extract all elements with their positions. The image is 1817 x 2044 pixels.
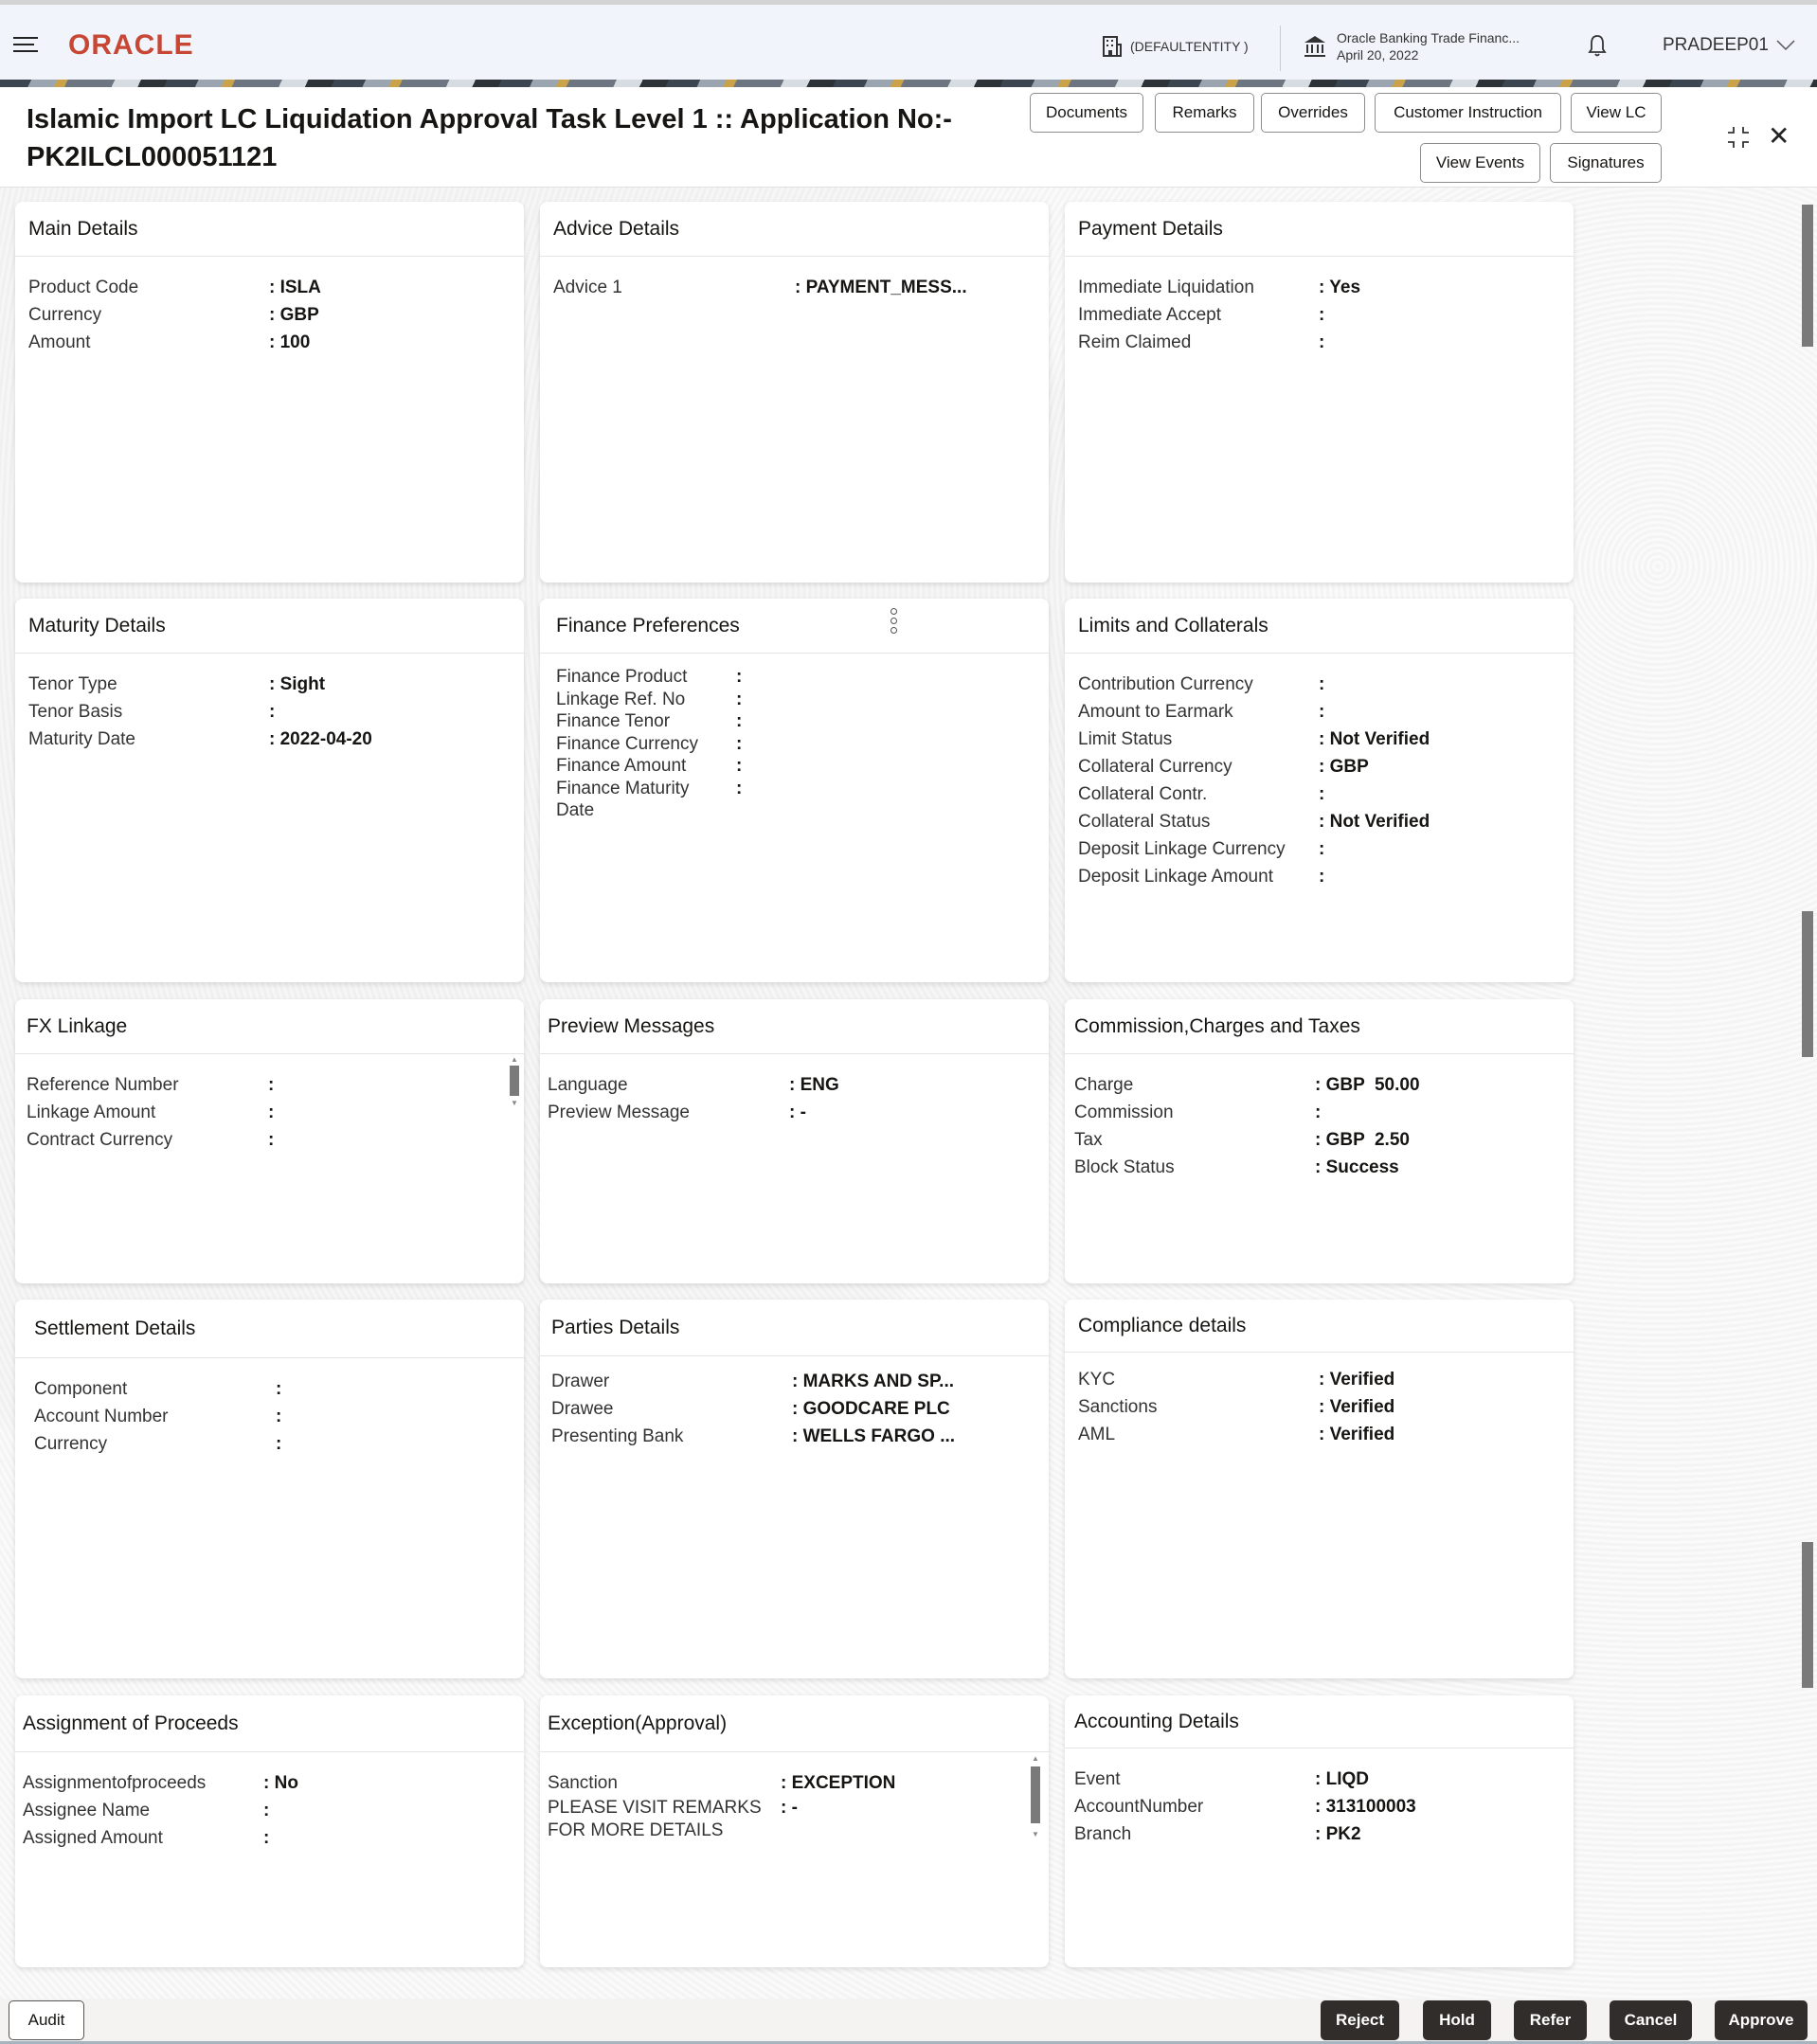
field-value: : Verified [1319, 1370, 1395, 1390]
field-label: Date [556, 800, 595, 820]
field-value: : [1319, 784, 1325, 804]
field-value: : [736, 689, 743, 709]
row-finance-amount [556, 755, 1035, 778]
page-title [27, 100, 1012, 176]
card-title: Exception(Approval) [540, 1695, 1049, 1752]
field-value: : [1319, 867, 1325, 887]
field-label: AccountNumber [1074, 1797, 1204, 1817]
audit-button[interactable]: Audit [9, 2000, 84, 2040]
card-accounting-details [1065, 1695, 1574, 1967]
field-value: : [736, 756, 743, 776]
field-label: Maturity Date [28, 729, 135, 749]
entity-selector[interactable] [1102, 35, 1249, 58]
card-parties-details [540, 1300, 1049, 1678]
field-label: Finance Tenor [556, 711, 671, 731]
field-value: : No [263, 1773, 298, 1793]
field-value: : [1319, 674, 1325, 694]
title-bar [0, 87, 1817, 188]
card-advice-details [540, 202, 1049, 583]
field-label: Immediate Liquidation [1078, 278, 1254, 297]
kebab-menu-icon[interactable] [891, 608, 897, 634]
field-label: Branch [1074, 1824, 1132, 1844]
row-drawee [551, 1395, 1035, 1423]
card-title: Settlement Details [15, 1300, 524, 1358]
card-title: Assignment of Proceeds [15, 1695, 524, 1752]
card-compliance-details [1065, 1300, 1574, 1678]
field-value: : [1319, 305, 1325, 325]
field-label: Component [34, 1379, 128, 1399]
field-label: Linkage Amount [27, 1103, 156, 1122]
field-label: Product Code [28, 278, 139, 297]
row-branch [1074, 1820, 1560, 1848]
row-kyc [1078, 1366, 1560, 1393]
row-account-number [1074, 1793, 1560, 1820]
row-commission [1074, 1099, 1560, 1126]
row-linkage-ref [556, 689, 1035, 711]
header-divider [1280, 26, 1281, 71]
field-label: Sanctions [1078, 1397, 1158, 1417]
field-label: Currency [34, 1434, 108, 1454]
card-title: Accounting Details [1065, 1695, 1574, 1748]
field-label: Charge [1074, 1075, 1134, 1095]
field-value: : GBP [1319, 757, 1369, 777]
row-block-status [1074, 1154, 1560, 1181]
field-value: : GBP [269, 305, 319, 325]
field-value: : [1315, 1103, 1322, 1122]
row-assignment-of-proceeds [23, 1769, 511, 1797]
row-tenor-basis [28, 698, 511, 726]
refer-button[interactable]: Refer [1514, 2000, 1587, 2040]
row-account-number [34, 1403, 511, 1430]
field-value: : GOODCARE PLC [792, 1399, 950, 1419]
field-value: : [1319, 839, 1325, 859]
bank-info[interactable] [1303, 29, 1520, 63]
row-sanction [548, 1769, 1035, 1797]
field-value: : [1319, 332, 1325, 352]
field-label: Immediate Accept [1078, 305, 1222, 325]
field-label: Collateral Contr. [1078, 784, 1208, 804]
field-label: Assignmentofproceeds [23, 1773, 207, 1793]
customer-instruction-button[interactable]: Customer Instruction [1375, 93, 1561, 133]
field-label: Finance Product [556, 667, 688, 687]
row-linkage-amount [27, 1099, 511, 1126]
remarks-button[interactable]: Remarks [1155, 93, 1254, 133]
row-reim-claimed [1078, 329, 1560, 356]
field-label: Tenor Basis [28, 702, 123, 722]
close-icon[interactable]: ✕ [1768, 121, 1790, 151]
card-title: Main Details [15, 202, 524, 257]
card-title: Limits and Collaterals [1065, 599, 1574, 654]
card-fx-linkage [15, 999, 524, 1283]
field-label: Contract Currency [27, 1130, 173, 1150]
row-amount [28, 329, 511, 356]
card-title: Maturity Details [15, 599, 524, 654]
exception-scrollbar[interactable]: ▲ ▼ [1032, 1754, 1039, 1838]
field-value: : LIQD [1315, 1769, 1369, 1789]
field-label: Deposit Linkage Amount [1078, 867, 1273, 887]
row-immediate-liquidation [1078, 274, 1560, 301]
field-label: Contribution Currency [1078, 674, 1253, 694]
row-language [548, 1071, 1035, 1099]
field-label: AML [1078, 1425, 1116, 1444]
field-label: Preview Message [548, 1103, 690, 1122]
field-value: : [269, 702, 276, 722]
compress-icon[interactable] [1726, 125, 1751, 150]
hold-button[interactable]: Hold [1423, 2000, 1491, 2040]
row-currency [34, 1430, 511, 1458]
row-remarks-note-cont [548, 1820, 1035, 1842]
card-title: Preview Messages [540, 999, 1049, 1054]
field-label: Limit Status [1078, 729, 1173, 749]
application-number: PK2ILCL000051121 [27, 142, 278, 172]
card-payment-details [1065, 202, 1574, 583]
bank-name: Oracle Banking Trade Financ... [1337, 30, 1520, 45]
field-value: : [736, 711, 743, 731]
row-aml [1078, 1421, 1560, 1448]
bank-icon [1303, 34, 1327, 59]
card-title: Compliance details [1065, 1300, 1574, 1353]
field-label: Amount to Earmark [1078, 702, 1233, 722]
card-title: Parties Details [540, 1300, 1049, 1356]
row-collateral-currency [1078, 753, 1560, 780]
documents-button[interactable]: Documents [1030, 93, 1143, 133]
row-finance-maturity-date [556, 799, 1035, 822]
fx-scrollbar[interactable]: ▲ ▼ [511, 1055, 518, 1107]
field-value: : [276, 1379, 282, 1399]
view-lc-button[interactable]: View LC [1571, 93, 1662, 133]
field-value: : PK2 [1315, 1824, 1361, 1844]
row-remarks-note [548, 1797, 1035, 1820]
reject-button[interactable]: Reject [1321, 2000, 1399, 2040]
field-value: : Not Verified [1319, 729, 1430, 749]
field-label: Collateral Currency [1078, 757, 1232, 777]
row-amount-earmark [1078, 698, 1560, 726]
field-label: Deposit Linkage Currency [1078, 839, 1286, 859]
field-label: Collateral Status [1078, 812, 1211, 832]
field-label: Finance Amount [556, 756, 687, 776]
user-menu[interactable] [1663, 35, 1795, 56]
field-value: : Verified [1319, 1425, 1395, 1444]
field-value: : [268, 1103, 275, 1122]
field-value: : Not Verified [1319, 812, 1430, 832]
card-title: Payment Details [1065, 202, 1574, 257]
field-label: Block Status [1074, 1157, 1175, 1177]
row-charge [1074, 1071, 1560, 1099]
field-label: Event [1074, 1769, 1121, 1789]
row-tax [1074, 1126, 1560, 1154]
card-assignment-of-proceeds [15, 1695, 524, 1967]
field-value: : [276, 1434, 282, 1454]
row-presenting-bank [551, 1423, 1035, 1450]
row-finance-currency [556, 733, 1035, 756]
field-label: Assigned Amount [23, 1828, 163, 1848]
card-preview-messages [540, 999, 1049, 1283]
field-value: : [736, 733, 743, 754]
signatures-button[interactable]: Signatures [1550, 143, 1662, 183]
field-value: : [268, 1130, 275, 1150]
field-label: Commission [1074, 1103, 1174, 1122]
top-header [0, 0, 1817, 80]
field-value: : EXCEPTION [781, 1773, 896, 1793]
row-limit-status [1078, 726, 1560, 753]
card-finance-preferences [540, 599, 1049, 982]
field-value: : 313100003 [1315, 1797, 1416, 1817]
field-value: : - [789, 1103, 806, 1122]
card-main-details [15, 202, 524, 583]
card-title: FX Linkage [15, 999, 524, 1054]
row-drawer [551, 1368, 1035, 1395]
row-product-code [28, 274, 511, 301]
field-label: Linkage Ref. No [556, 689, 686, 709]
row-deposit-linkage-amount [1078, 863, 1560, 890]
field-value: : ISLA [269, 278, 321, 297]
building-icon [1102, 35, 1123, 58]
page-scrollbar-thumb-1[interactable] [1802, 205, 1813, 347]
user-name: PRADEEP01 [1663, 35, 1769, 55]
notification-bell-icon[interactable] [1587, 33, 1608, 63]
field-label: Advice 1 [553, 278, 622, 297]
field-label: Drawer [551, 1372, 610, 1391]
field-label: Language [548, 1075, 628, 1095]
row-contract-currency [27, 1126, 511, 1154]
row-component [34, 1375, 511, 1403]
row-finance-tenor [556, 710, 1035, 733]
card-title: Commission,Charges and Taxes [1065, 999, 1574, 1054]
field-label: Finance Currency [556, 733, 698, 754]
field-label: PLEASE VISIT REMARKS [548, 1798, 762, 1818]
card-limits-collaterals [1065, 599, 1574, 982]
view-events-button[interactable]: View Events [1420, 143, 1540, 183]
field-label: Drawee [551, 1399, 614, 1419]
row-tenor-type [28, 671, 511, 698]
field-label: Sanction [548, 1773, 618, 1793]
field-value: : WELLS FARGO ... [792, 1426, 956, 1446]
row-finance-maturity [556, 778, 1035, 800]
advice-link[interactable]: : PAYMENT_MESS... [795, 278, 967, 297]
chevron-down-icon [1776, 40, 1795, 51]
card-title: Finance Preferences [556, 614, 740, 637]
field-label: Account Number [34, 1407, 169, 1426]
hamburger-menu-icon[interactable] [13, 37, 38, 54]
field-value: : - [781, 1798, 798, 1818]
field-label: Reim Claimed [1078, 332, 1192, 352]
row-assignee-name [23, 1797, 511, 1824]
field-value: : [276, 1407, 282, 1426]
field-value: : [1319, 702, 1325, 722]
row-reference-number [27, 1071, 511, 1099]
content-area [0, 188, 1817, 1999]
field-value: : GBP 50.00 [1315, 1075, 1420, 1095]
decorative-banner [0, 80, 1817, 87]
approve-button[interactable]: Approve [1715, 2000, 1808, 2040]
field-value: : 2022-04-20 [269, 729, 372, 749]
field-value: : Sight [269, 674, 326, 694]
row-advice-1 [553, 274, 1035, 301]
page-title-line1: Islamic Import LC Liquidation Approval Task Level 1 :: Application No:- [27, 104, 952, 134]
row-event [1074, 1766, 1560, 1793]
row-currency [28, 301, 511, 329]
field-label: Assignee Name [23, 1801, 151, 1820]
card-header [540, 599, 1049, 654]
field-value: : [263, 1828, 270, 1848]
card-exception-approval [540, 1695, 1049, 1967]
field-label: Tenor Type [28, 674, 117, 694]
card-commission-charges-taxes [1065, 999, 1574, 1283]
row-contribution-currency [1078, 671, 1560, 698]
card-maturity-details [15, 599, 524, 982]
field-label: Tax [1074, 1130, 1103, 1150]
field-label: Currency [28, 305, 102, 325]
field-value: : Verified [1319, 1397, 1395, 1417]
cancel-button[interactable]: Cancel [1610, 2000, 1692, 2040]
row-assigned-amount [23, 1824, 511, 1852]
card-settlement-details [15, 1300, 524, 1678]
oracle-logo: ORACLE [68, 29, 194, 61]
card-title: Advice Details [540, 202, 1049, 257]
row-preview-message [548, 1099, 1035, 1126]
field-value: : [263, 1801, 270, 1820]
field-value: : ENG [789, 1075, 839, 1095]
field-value: : GBP 2.50 [1315, 1130, 1410, 1150]
entity-label: (DEFAULTENTITY ) [1130, 39, 1249, 54]
field-label: Reference Number [27, 1075, 179, 1095]
field-value: : [268, 1075, 275, 1095]
row-sanctions [1078, 1393, 1560, 1421]
field-value: : 100 [269, 332, 311, 352]
row-immediate-accept [1078, 301, 1560, 329]
bank-date: April 20, 2022 [1337, 47, 1419, 63]
field-label: FOR MORE DETAILS [548, 1820, 724, 1840]
row-collateral-status [1078, 808, 1560, 835]
field-label: Amount [28, 332, 91, 352]
field-value: : [736, 778, 743, 798]
overrides-button[interactable]: Overrides [1261, 93, 1365, 133]
row-finance-product [556, 666, 1035, 689]
field-label: KYC [1078, 1370, 1116, 1390]
row-deposit-linkage-currency [1078, 835, 1560, 863]
page-scrollbar-thumb-2[interactable] [1802, 911, 1813, 1057]
field-value: : MARKS AND SP... [792, 1372, 955, 1391]
field-label: Presenting Bank [551, 1426, 684, 1446]
field-value: : [736, 667, 743, 687]
field-label: Finance Maturity [556, 778, 690, 798]
field-value: : Yes [1319, 278, 1361, 297]
field-value: : Success [1315, 1157, 1399, 1177]
row-collateral-contr [1078, 780, 1560, 808]
page-scrollbar-thumb-3[interactable] [1802, 1542, 1813, 1688]
row-maturity-date [28, 726, 511, 753]
